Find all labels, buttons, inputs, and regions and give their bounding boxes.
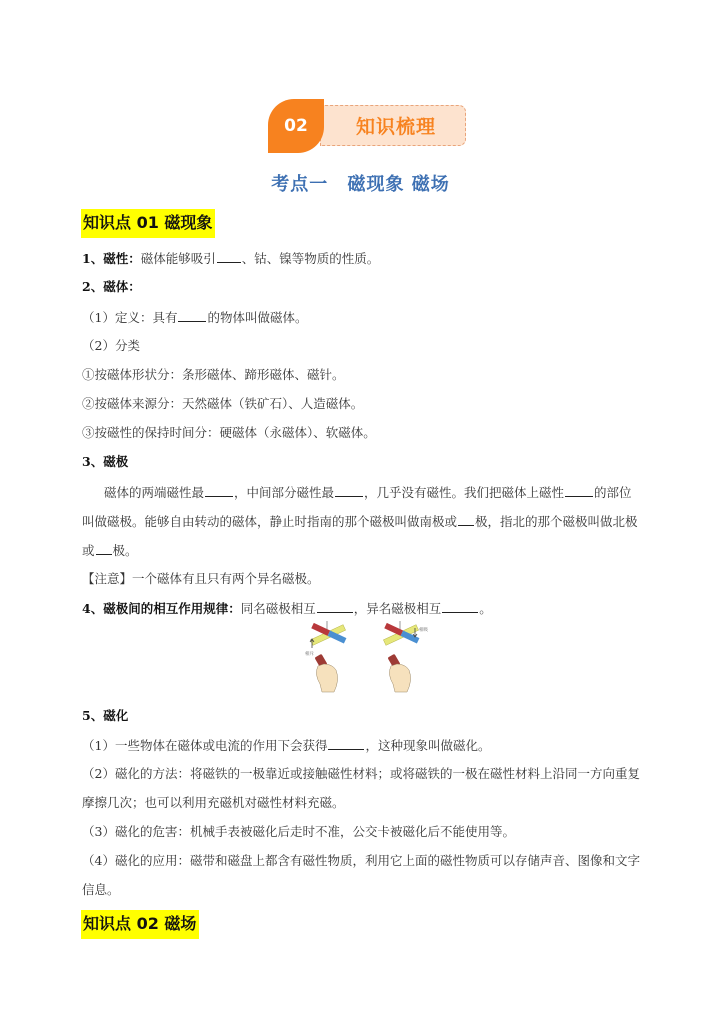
magnetization-application-line-2: 信息。 — [82, 882, 120, 897]
text: 磁体能够吸引 — [140, 251, 216, 266]
text: ，异名磁极相互 — [353, 601, 442, 616]
text: 极。 — [112, 543, 138, 558]
classification-by-retention: ③按磁性的保持时间分：硬磁体（永磁体）、软磁体。 — [82, 425, 376, 440]
item-label: 4、磁极间的相互作用规律： — [82, 601, 241, 616]
text: 同名磁极相互 — [240, 601, 316, 616]
fill-blank — [205, 484, 233, 497]
text: 的部位 — [594, 485, 632, 500]
magnetization-definition — [82, 737, 490, 754]
pole-paragraph-line-2 — [82, 513, 638, 530]
fill-blank — [565, 484, 593, 497]
fill-blank — [335, 484, 363, 497]
item-magnet-definition — [82, 309, 307, 326]
item-magnetism — [82, 250, 379, 267]
fill-blank — [328, 737, 364, 750]
text: 磁体的两端磁性最 — [104, 485, 205, 500]
text: ，中间部分磁性最 — [234, 485, 335, 500]
fill-blank — [442, 600, 478, 613]
text: （1）一些物体在磁体或电流的作用下会获得 — [82, 738, 328, 753]
text: 极，指北的那个磁极叫做北极 — [475, 514, 638, 529]
magnet-interaction-figure — [300, 618, 440, 694]
exam-point-title — [0, 170, 721, 196]
knowledge-point-heading-01: 知识点 01 磁现象 — [81, 209, 215, 238]
magnetization-method-line-2: 摩擦几次；也可以利用充磁机对磁性材料充磁。 — [82, 795, 345, 810]
item-magnet-label: 2、磁体： — [82, 279, 141, 294]
item-magnetic-pole-label: 3、磁极 — [82, 454, 129, 469]
knowledge-point-heading-02: 知识点 02 磁场 — [81, 910, 199, 939]
pole-paragraph-line-3 — [82, 542, 138, 559]
classification-by-shape: ①按磁体形状分：条形磁体、蹄形磁体、磁针。 — [82, 367, 345, 382]
text: 的物体叫做磁体。 — [207, 310, 308, 325]
badge-number: 02 — [268, 99, 324, 153]
text: 。 — [479, 601, 492, 616]
section-badge — [268, 99, 470, 153]
magnet-repel-illustration — [305, 621, 346, 692]
text: 叫做磁极。能够自由转动的磁体，静止时指南的那个磁极叫做南极或 — [82, 514, 458, 529]
pole-note: 【注意】一个磁体有且只有两个异名磁极。 — [82, 571, 320, 586]
text: （1）定义：具有 — [82, 310, 178, 325]
fill-blank — [178, 309, 206, 322]
fill-blank — [96, 542, 112, 555]
text: 、钴、镍等物质的性质。 — [241, 251, 380, 266]
text: 或 — [82, 543, 95, 558]
magnet-attract-illustration — [383, 621, 428, 692]
exam-point-topic: 磁现象 磁场 — [347, 174, 450, 195]
exam-point-label: 考点一 — [271, 174, 329, 195]
item-magnet-classification: （2）分类 — [82, 338, 140, 353]
text: ，几乎没有磁性。我们把磁体上磁性 — [364, 485, 565, 500]
magnetization-harm: （3）磁化的危害：机械手表被磁化后走时不准，公交卡被磁化后不能使用等。 — [82, 824, 515, 839]
fill-blank — [217, 250, 241, 263]
item-magnetization-label: 5、磁化 — [82, 708, 129, 723]
pole-paragraph-line-1 — [104, 484, 632, 501]
text: ，这种现象叫做磁化。 — [365, 738, 491, 753]
attract-label: 相吸 — [419, 628, 428, 633]
badge-title: 知识梳理 — [320, 105, 466, 146]
magnetization-application-line-1: （4）磁化的应用：磁带和磁盘上都含有磁性物质，利用它上面的磁性物质可以存储声音、图像和文字 — [82, 853, 640, 868]
classification-by-source: ②按磁体来源分：天然磁体（铁矿石）、人造磁体。 — [82, 396, 364, 411]
repel-label: 相斥 — [305, 652, 314, 657]
magnetization-method-line-1: （2）磁化的方法：将磁铁的一极靠近或接触磁性材料；或将磁铁的一极在磁性材料上沿同一方向重复 — [82, 766, 640, 781]
item-pole-interaction — [82, 600, 492, 617]
fill-blank — [458, 513, 474, 526]
item-label: 1、磁性： — [82, 251, 141, 266]
fill-blank — [317, 600, 353, 613]
